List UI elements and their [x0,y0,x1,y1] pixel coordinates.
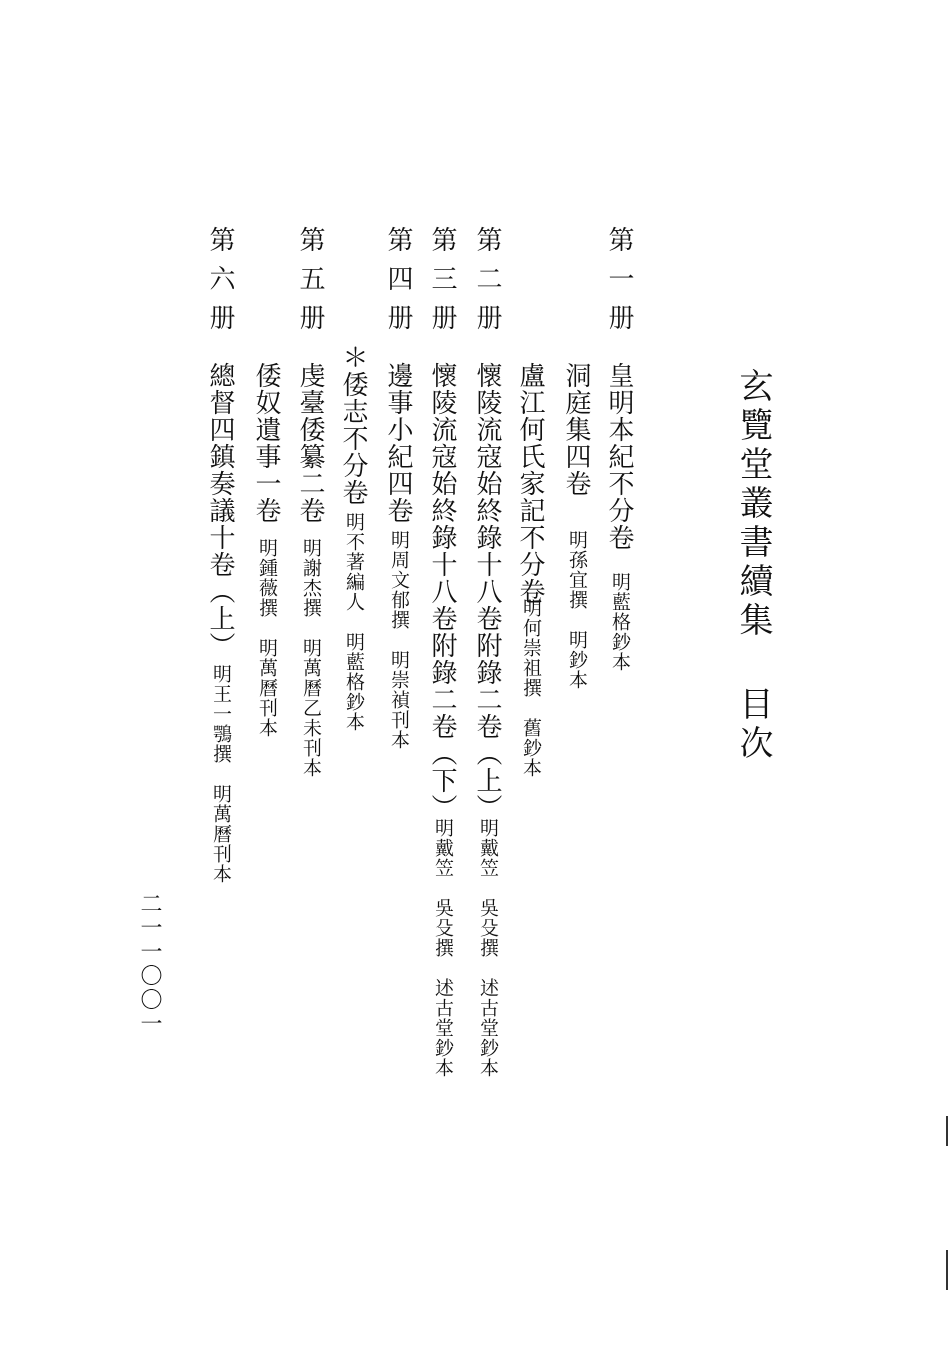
volume-label-3: 第三册 [427,226,457,343]
entry-5-2-title: 倭奴遺事一卷 [251,362,281,524]
entry-1-1-detail: 明藍格鈔本 [609,572,631,672]
entry-5-1-detail: 明謝杰撰 明萬曆乙未刊本 [300,538,322,778]
toc-title: 玄覽堂叢書續集 目次 [733,368,773,764]
volume-label-1: 第一册 [604,226,634,343]
entry-2-1-title: 盧江何氏家記不分卷 [515,362,545,605]
entry-5-2-detail: 明鍾薇撰 明萬曆刊本 [256,538,278,738]
volume-label-2: 第二册 [472,226,502,343]
entry-2-2-title: 懷陵流寇始終錄十八卷附錄二卷（上） [472,362,502,821]
volume-label-6: 第六册 [205,226,235,343]
entry-4-1-detail: 明周文郁撰 明崇禎刊本 [388,530,410,750]
entry-4-2-title: ＊倭志不分卷 [338,344,368,506]
entry-4-1-title: 邊事小紀四卷 [383,362,413,524]
entry-1-2-detail: 明孫宜撰 明鈔本 [566,530,588,690]
entry-3-1-title: 懷陵流寇始終錄十八卷附錄二卷（下） [427,362,457,821]
entry-2-1-detail: 明何崇祖撰 舊鈔本 [520,598,542,778]
scan-edge-mark [946,1116,948,1146]
scan-edge-mark [946,1250,948,1290]
entry-6-1-detail: 明王一鶚撰 明萬曆刊本 [210,664,232,884]
entry-4-2-detail: 明不著編人 明藍格鈔本 [343,512,365,732]
entry-2-2-detail: 明戴笠 吳殳撰 述古堂鈔本 [477,818,499,1078]
entry-6-1-title: 總督四鎮奏議十卷（上） [205,362,235,659]
volume-label-5: 第五册 [295,226,325,343]
page-number: 二一一〇〇一 [137,892,162,1036]
entry-5-1-title: 虔臺倭纂二卷 [295,362,325,524]
entry-3-1-detail: 明戴笠 吳殳撰 述古堂鈔本 [432,818,454,1078]
volume-label-4: 第四册 [383,226,413,343]
entry-1-2-title: 洞庭集四卷 [561,362,591,497]
entry-1-1-title: 皇明本紀不分卷 [604,362,634,551]
